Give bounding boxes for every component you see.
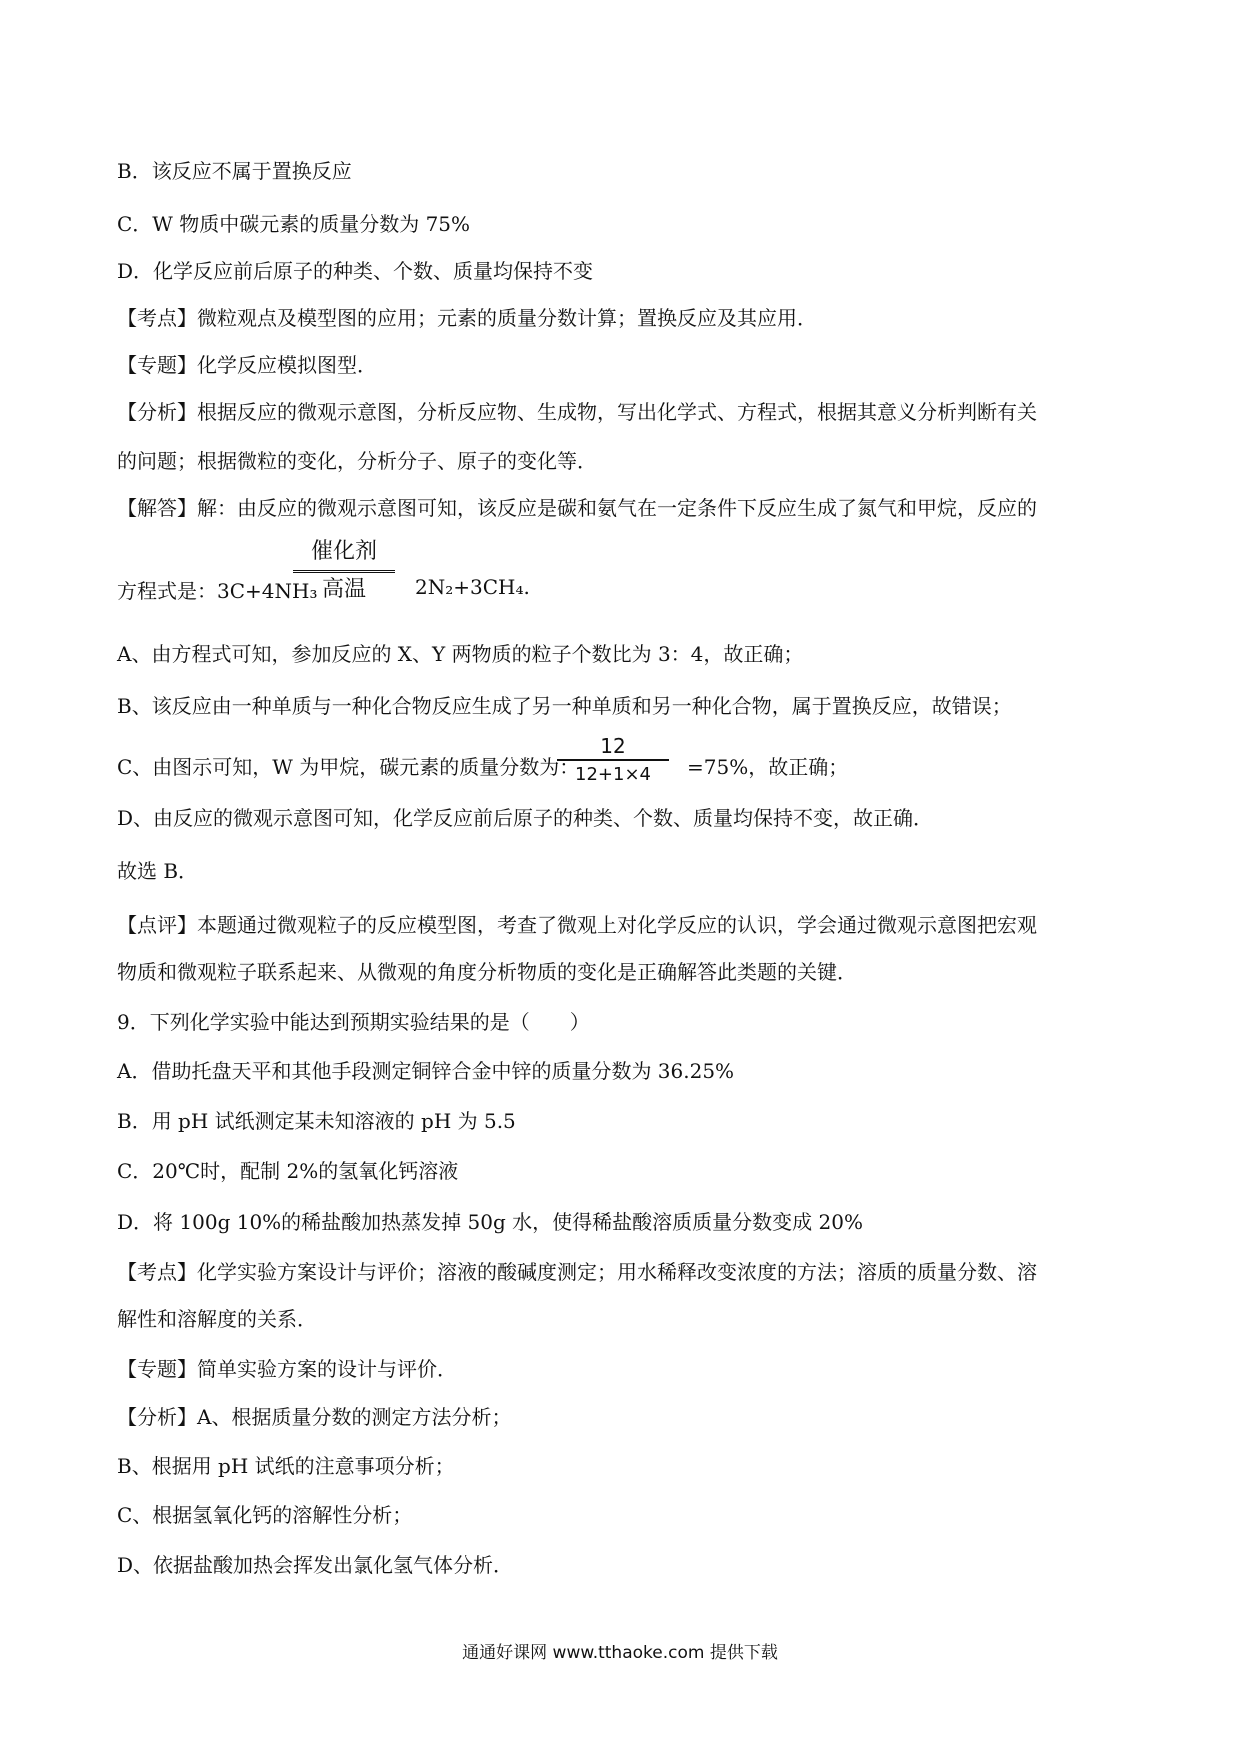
q9-option-b: B．用 pH 试纸测定某未知溶液的 pH 为 5.5 [117, 1109, 516, 1133]
answer-c-suffix: =75%，故正确； [687, 755, 849, 779]
q9-kaodian-line-2: 解性和溶解度的关系． [117, 1307, 317, 1331]
kaodian-line: 【考点】微粒观点及模型图的应用；元素的质量分数计算；置换反应及其应用． [117, 306, 817, 330]
fraction-numerator: 12 [600, 734, 626, 758]
q9-option-a: A．借助托盘天平和其他手段测定铜锌合金中锌的质量分数为 36.25% [117, 1059, 735, 1083]
fenxi-line-1: 【分析】根据反应的微观示意图，分析反应物、生成物，写出化学式、方程式，根据其意义分析判断有关 [117, 400, 1037, 424]
answer-d-line: D、由反应的微观示意图可知，化学反应前后原子的种类、个数、质量均保持不变，故正确． [117, 806, 934, 830]
option-d-line: D．化学反应前后原子的种类、个数、质量均保持不变 [117, 259, 594, 283]
q9-zhuanti-line: 【专题】简单实验方案的设计与评价． [117, 1357, 457, 1381]
fenxi-line-2: 的问题；根据微粒的变化，分析分子、原子的变化等． [117, 449, 597, 473]
condition-catalyst: 催化剂 [310, 539, 377, 564]
page-footer: 通通好课网 www.tthaoke.com 提供下载 [462, 1643, 778, 1663]
q9-kaodian-line-1: 【考点】化学实验方案设计与评价；溶液的酸碱度测定；用水稀释改变浓度的方法；溶质的质量分数、溶 [117, 1260, 1037, 1284]
answer-c-prefix: C、由图示可知，W 为甲烷，碳元素的质量分数为： [117, 755, 580, 779]
answer-a-line: A、由方程式可知，参加反应的 X、Y 两物质的粒子个数比为 3：4，故正确； [117, 642, 804, 666]
q9-fenxi-b: B、根据用 pH 试纸的注意事项分析； [117, 1454, 455, 1478]
q9-option-c: C．20℃时，配制 2%的氢氧化钙溶液 [117, 1159, 459, 1183]
option-c-line: C．W 物质中碳元素的质量分数为 75% [117, 212, 471, 236]
dianping-line-2: 物质和微观粒子联系起来、从微观的角度分析物质的变化是正确解答此类题的关键． [117, 960, 857, 984]
zhuanti-line: 【专题】化学反应模拟图型． [117, 353, 377, 377]
q9-fenxi-c: C、根据氢氧化钙的溶解性分析； [117, 1503, 413, 1527]
choose-answer-line: 故选 B． [117, 859, 199, 883]
equation-suffix: 2N₂+3CH₄. [415, 575, 530, 599]
jieda-line-1: 【解答】解：由反应的微观示意图可知，该反应是碳和氨气在一定条件下反应生成了氮气和甲烷，反应的 [117, 496, 1037, 520]
equation-prefix: 方程式是：3C+4NH₃ [117, 579, 318, 603]
q9-option-d: D．将 100g 10%的稀盐酸加热蒸发掉 50g 水，使得稀盐酸溶质质量分数变成 20% [117, 1210, 863, 1234]
reaction-condition [293, 537, 395, 605]
dianping-line-1: 【点评】本题通过微观粒子的反应模型图，考查了微观上对化学反应的认识，学会通过微观示意图把宏观 [117, 913, 1037, 937]
option-b-line: B．该反应不属于置换反应 [117, 159, 352, 183]
answer-b-line: B、该反应由一种单质与一种化合物反应生成了另一种单质和另一种化合物，属于置换反应，故错误； [117, 694, 1012, 718]
condition-bar [293, 570, 395, 573]
question-9-stem: 9．下列化学实验中能达到预期实验结果的是（ ） [117, 1010, 590, 1034]
q9-fenxi-a: 【分析】A、根据质量分数的测定方法分析； [117, 1405, 512, 1429]
chemical-equation [117, 537, 817, 607]
answer-c-line [117, 733, 917, 793]
mass-fraction [557, 733, 669, 789]
fraction-denominator: 12+1×4 [557, 759, 669, 789]
q9-fenxi-d: D、依据盐酸加热会挥发出氯化氢气体分析． [117, 1553, 514, 1577]
condition-high-temp: 高温 [321, 577, 366, 602]
